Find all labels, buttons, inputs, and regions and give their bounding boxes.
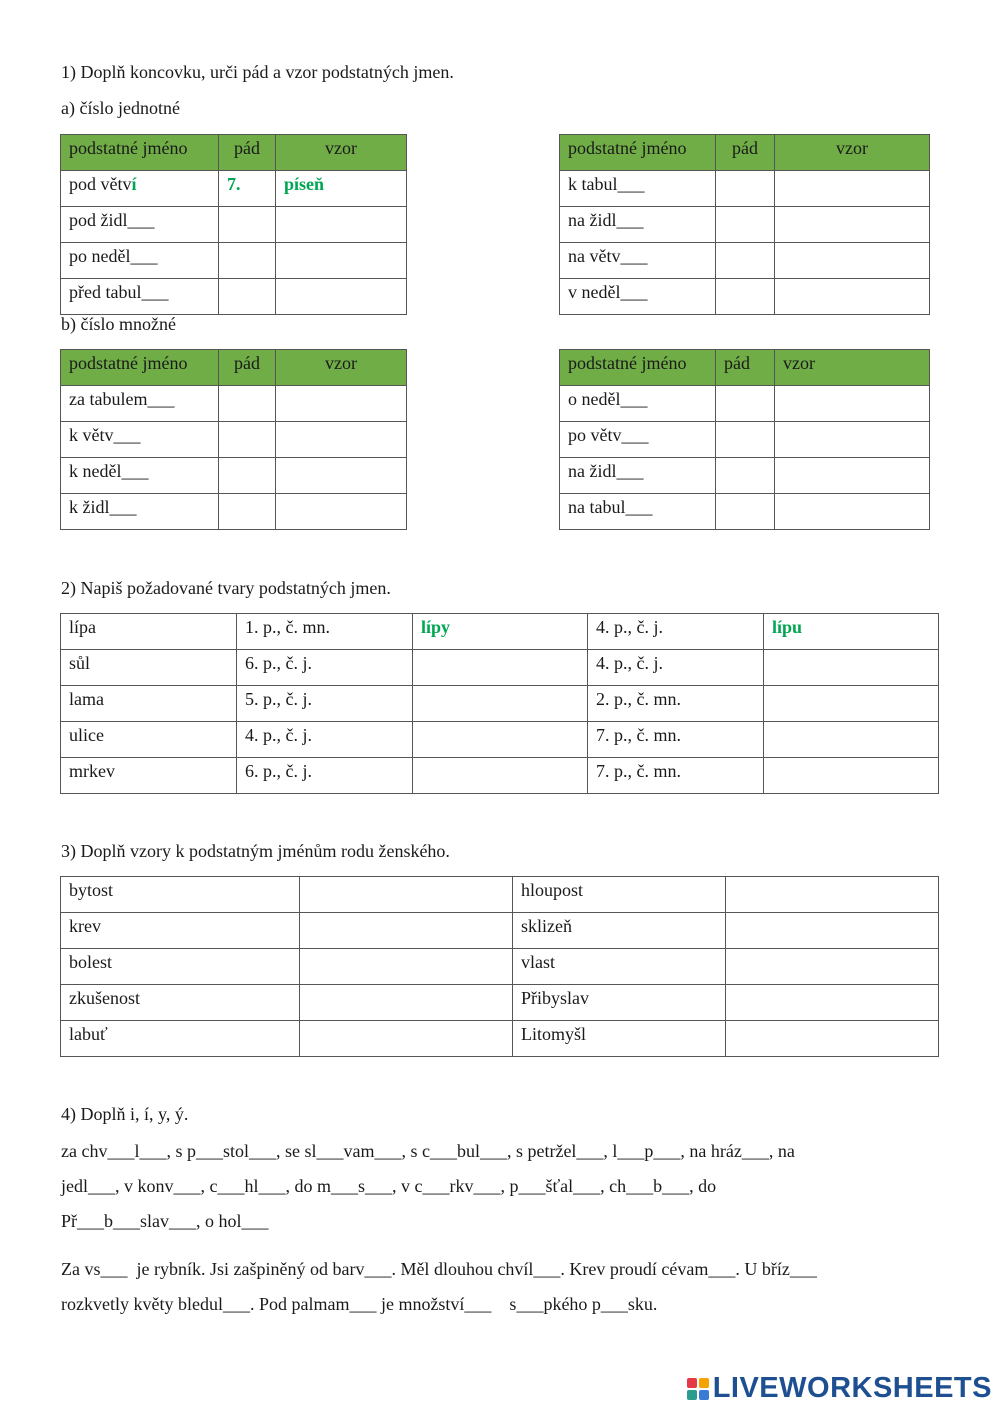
form-cell: 7. p., č. mn. xyxy=(588,722,764,758)
case-input-cell[interactable] xyxy=(716,494,775,530)
noun-cell: na židl___ xyxy=(560,207,716,243)
task3-table xyxy=(60,876,939,1057)
noun-cell: k větv___ xyxy=(61,422,219,458)
noun-cell: k neděl___ xyxy=(61,458,219,494)
pattern-input-cell[interactable] xyxy=(775,171,930,207)
table-row xyxy=(61,686,939,722)
exercise-line[interactable]: Za vs___ je rybník. Jsi zašpiněný od barv___. Měl dlouhou chvíl___. Krev proudí cévam___. U bříz___ xyxy=(61,1259,817,1279)
header-pattern: vzor xyxy=(775,135,930,171)
noun-cell: k tabul___ xyxy=(560,171,716,207)
noun-cell: lípa xyxy=(61,614,237,650)
case-input-cell[interactable] xyxy=(219,386,276,422)
noun-cell: bytost xyxy=(61,877,300,913)
noun-cell: na tabul___ xyxy=(560,494,716,530)
task3-title: 3) Doplň vzory k podstatným jménům rodu ženského. xyxy=(61,841,450,861)
case-input-cell[interactable] xyxy=(219,494,276,530)
noun-cell: vlast xyxy=(513,949,726,985)
task1-singular-table-left xyxy=(60,134,407,315)
case-input-cell[interactable] xyxy=(716,207,775,243)
pattern-input-cell[interactable] xyxy=(775,207,930,243)
header-case: pád xyxy=(219,350,276,386)
table-row xyxy=(61,614,939,650)
pattern-input-cell[interactable] xyxy=(726,985,939,1021)
case-input-cell[interactable] xyxy=(716,458,775,494)
noun-cell: po větv___ xyxy=(560,422,716,458)
noun-cell: v neděl___ xyxy=(560,279,716,315)
pattern-input-cell[interactable] xyxy=(276,494,407,530)
pattern-input-cell[interactable] xyxy=(300,985,513,1021)
table-row xyxy=(61,949,939,985)
pattern-input-cell[interactable] xyxy=(726,1021,939,1057)
exercise-line[interactable]: rozkvetly květy bledul___. Pod palmam___ je množství___ s___pkého p___sku. xyxy=(61,1294,658,1314)
pattern-input-cell[interactable] xyxy=(300,1021,513,1057)
answer-cell[interactable] xyxy=(413,758,588,794)
noun-cell: Litomyšl xyxy=(513,1021,726,1057)
noun-cell: pod židl___ xyxy=(61,207,219,243)
answer-cell[interactable] xyxy=(413,650,588,686)
pattern-input-cell[interactable] xyxy=(775,422,930,458)
noun-stem: pod větv xyxy=(69,174,132,194)
header-pattern: vzor xyxy=(775,350,930,386)
exercise-line[interactable]: Př___b___slav___, o hol___ xyxy=(61,1211,269,1231)
form-cell: 5. p., č. j. xyxy=(237,686,413,722)
answer-cell[interactable] xyxy=(413,686,588,722)
noun-cell: bolest xyxy=(61,949,300,985)
pattern-input-cell[interactable] xyxy=(300,949,513,985)
header-noun: podstatné jméno xyxy=(560,350,716,386)
form-cell: 6. p., č. j. xyxy=(237,758,413,794)
answer-cell[interactable] xyxy=(764,686,939,722)
noun-cell: na větv___ xyxy=(560,243,716,279)
pattern-input-cell[interactable] xyxy=(775,243,930,279)
answer-cell[interactable] xyxy=(764,758,939,794)
form-cell: 7. p., č. mn. xyxy=(588,758,764,794)
pattern-answer: píseň xyxy=(276,171,407,207)
pattern-input-cell[interactable] xyxy=(276,279,407,315)
liveworksheets-logo xyxy=(687,1372,992,1405)
noun-cell: sklizeň xyxy=(513,913,726,949)
header-pattern: vzor xyxy=(276,135,407,171)
noun-cell: o neděl___ xyxy=(560,386,716,422)
pattern-input-cell[interactable] xyxy=(775,494,930,530)
case-input-cell[interactable] xyxy=(219,422,276,458)
task1-plural-label: b) číslo množné xyxy=(61,314,176,334)
noun-cell: na židl___ xyxy=(560,458,716,494)
noun-cell: Přibyslav xyxy=(513,985,726,1021)
noun-cell: ulice xyxy=(61,722,237,758)
task1-title: 1) Doplň koncovku, urči pád a vzor podstatných jmen. xyxy=(61,62,454,82)
case-input-cell[interactable] xyxy=(219,279,276,315)
noun-cell: hloupost xyxy=(513,877,726,913)
task1-plural-table-left xyxy=(60,349,407,530)
logo-text: LIVEWORKSHEETS xyxy=(712,1372,992,1404)
pattern-input-cell[interactable] xyxy=(775,458,930,494)
pattern-input-cell[interactable] xyxy=(276,458,407,494)
case-input-cell[interactable] xyxy=(716,386,775,422)
noun-cell: lama xyxy=(61,686,237,722)
case-input-cell[interactable] xyxy=(219,243,276,279)
header-case: pád xyxy=(219,135,276,171)
answer-cell[interactable] xyxy=(764,650,939,686)
pattern-input-cell[interactable] xyxy=(276,386,407,422)
pattern-input-cell[interactable] xyxy=(726,877,939,913)
noun-cell xyxy=(61,171,219,207)
noun-cell: labuť xyxy=(61,1021,300,1057)
noun-cell: zkušenost xyxy=(61,985,300,1021)
task1-singular-table-right xyxy=(559,134,930,315)
case-input-cell[interactable] xyxy=(219,458,276,494)
case-input-cell[interactable] xyxy=(716,243,775,279)
table-row xyxy=(61,650,939,686)
answer-cell[interactable] xyxy=(413,722,588,758)
header-noun: podstatné jméno xyxy=(61,135,219,171)
case-input-cell[interactable] xyxy=(716,279,775,315)
form-cell: 4. p., č. j. xyxy=(237,722,413,758)
logo-mark-icon xyxy=(687,1378,709,1400)
header-pattern: vzor xyxy=(276,350,407,386)
pattern-input-cell[interactable] xyxy=(775,279,930,315)
case-input-cell[interactable] xyxy=(716,422,775,458)
task4-exercise-1 xyxy=(61,1134,941,1239)
exercise-line[interactable]: jedl___, v konv___, c___hl___, do m___s___, v c___rkv___, p___šťal___, ch___b___, do xyxy=(61,1176,717,1196)
answer-cell[interactable] xyxy=(764,722,939,758)
case-answer: 7. xyxy=(219,171,276,207)
task4-title: 4) Doplň i, í, y, ý. xyxy=(61,1104,189,1124)
pattern-input-cell[interactable] xyxy=(300,913,513,949)
noun-cell: mrkev xyxy=(61,758,237,794)
table-row xyxy=(61,1021,939,1057)
header-case: pád xyxy=(716,135,775,171)
task2-title: 2) Napiš požadované tvary podstatných jmen. xyxy=(61,578,391,598)
header-noun: podstatné jméno xyxy=(560,135,716,171)
task1-plural-table-right xyxy=(559,349,930,530)
header-noun: podstatné jméno xyxy=(61,350,219,386)
noun-cell: po neděl___ xyxy=(61,243,219,279)
noun-cell: před tabul___ xyxy=(61,279,219,315)
table-row xyxy=(61,758,939,794)
form-cell: 6. p., č. j. xyxy=(237,650,413,686)
noun-cell: krev xyxy=(61,913,300,949)
form-cell: 2. p., č. mn. xyxy=(588,686,764,722)
task2-table xyxy=(60,613,939,794)
table-row xyxy=(61,877,939,913)
header-case: pád xyxy=(716,350,775,386)
answer-cell[interactable]: lípu xyxy=(764,614,939,650)
table-row xyxy=(61,913,939,949)
table-row xyxy=(61,985,939,1021)
noun-cell: za tabulem___ xyxy=(61,386,219,422)
form-cell: 4. p., č. j. xyxy=(588,614,764,650)
task4-exercise-2 xyxy=(61,1252,941,1322)
answer-cell[interactable]: lípy xyxy=(413,614,588,650)
noun-ending-answer: í xyxy=(131,174,137,194)
pattern-input-cell[interactable] xyxy=(775,386,930,422)
exercise-line[interactable]: za chv___l___, s p___stol___, se sl___vam___, s c___bul___, s petržel___, l___p___, na hráz___, na xyxy=(61,1141,795,1161)
pattern-input-cell[interactable] xyxy=(726,949,939,985)
pattern-input-cell[interactable] xyxy=(276,243,407,279)
case-input-cell[interactable] xyxy=(219,207,276,243)
pattern-input-cell[interactable] xyxy=(726,913,939,949)
table-row xyxy=(61,722,939,758)
task1-singular-label: a) číslo jednotné xyxy=(61,98,180,118)
noun-cell: k židl___ xyxy=(61,494,219,530)
case-input-cell[interactable] xyxy=(716,171,775,207)
pattern-input-cell[interactable] xyxy=(300,877,513,913)
form-cell: 4. p., č. j. xyxy=(588,650,764,686)
pattern-input-cell[interactable] xyxy=(276,422,407,458)
form-cell: 1. p., č. mn. xyxy=(237,614,413,650)
noun-cell: sůl xyxy=(61,650,237,686)
pattern-input-cell[interactable] xyxy=(276,207,407,243)
